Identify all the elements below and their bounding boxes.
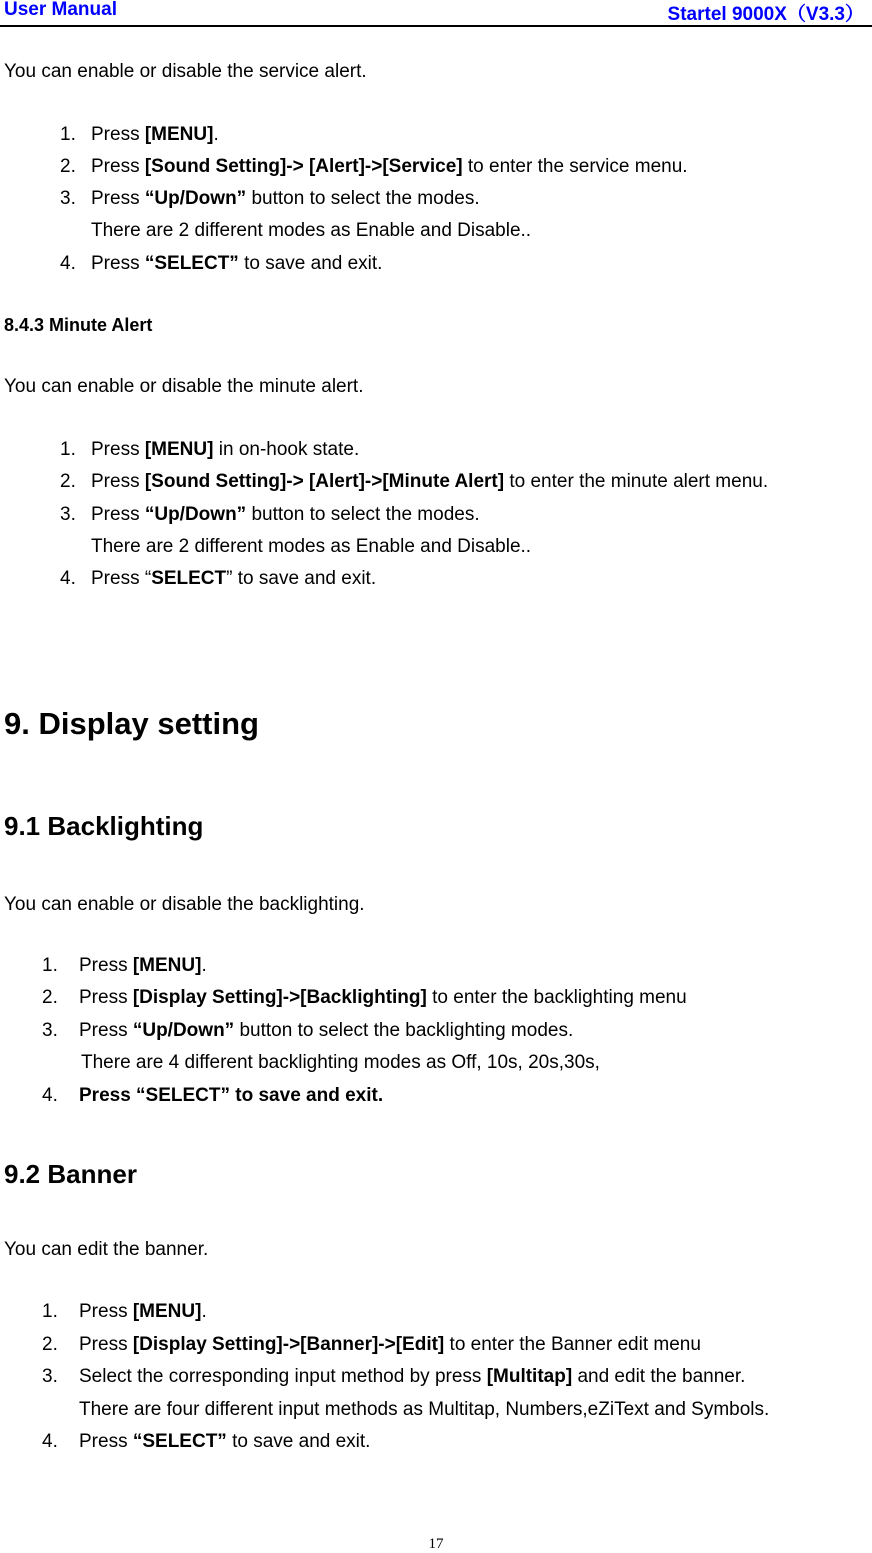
banner-intro: You can edit the banner. xyxy=(4,1239,209,1260)
page-header xyxy=(0,0,872,27)
banner-step-2-num: 2. xyxy=(42,1334,58,1355)
minute-step-1-num: 1. xyxy=(60,439,76,460)
backlighting-step-2-num: 2. xyxy=(42,987,58,1008)
minute-step-2: Press [Sound Setting]-> [Alert]->[Minute Alert] to enter the minute alert menu. xyxy=(91,471,769,492)
banner-step-4-num: 4. xyxy=(42,1431,58,1452)
minute-step-4-num: 4. xyxy=(60,568,76,589)
minute-step-2-num: 2. xyxy=(60,471,76,492)
backlighting-step-4-num: 4. xyxy=(42,1085,58,1106)
backlighting-intro: You can enable or disable the backlighting. xyxy=(4,894,365,915)
banner-note: There are four different input methods as Multitap, Numbers,eZiText and Symbols. xyxy=(79,1399,770,1420)
banner-step-3: Select the corresponding input method by press [Multitap] and edit the banner. xyxy=(79,1366,746,1387)
minute-step-3: Press “Up/Down” button to select the modes. xyxy=(91,504,480,525)
service-step-1: Press [MENU]. xyxy=(91,124,219,145)
backlighting-step-3-num: 3. xyxy=(42,1020,58,1041)
minute-intro: You can enable or disable the minute alert. xyxy=(4,376,364,397)
backlighting-step-3: Press “Up/Down” button to select the backlighting modes. xyxy=(79,1020,574,1041)
banner-step-3-num: 3. xyxy=(42,1366,58,1387)
minute-step-4: Press “SELECT” to save and exit. xyxy=(91,568,377,589)
service-step-2: Press [Sound Setting]-> [Alert]->[Service] to enter the service menu. xyxy=(91,156,688,177)
display-heading: 9. Display setting xyxy=(4,706,259,741)
backlighting-step-2: Press [Display Setting]->[Backlighting] to enter the backlighting menu xyxy=(79,987,687,1008)
backlighting-heading: 9.1 Backlighting xyxy=(4,811,204,841)
minute-step-1: Press [MENU] in on-hook state. xyxy=(91,439,360,460)
banner-step-4: Press “SELECT” to save and exit. xyxy=(79,1431,371,1452)
banner-heading: 9.2 Banner xyxy=(4,1159,137,1189)
backlighting-step-1: Press [MENU]. xyxy=(79,955,207,976)
service-step-4: Press “SELECT” to save and exit. xyxy=(91,253,383,274)
header-title: User Manual xyxy=(4,0,117,20)
service-step-1-num: 1. xyxy=(60,124,76,145)
service-note: There are 2 different modes as Enable and Disable.. xyxy=(91,220,532,241)
banner-step-1-num: 1. xyxy=(42,1301,58,1322)
backlighting-step-1-num: 1. xyxy=(42,955,58,976)
service-step-4-num: 4. xyxy=(60,253,76,274)
backlighting-note: There are 4 different backlighting modes as Off, 10s, 20s,30s, xyxy=(81,1052,600,1073)
page-number: 17 xyxy=(428,1536,444,1552)
minute-note: There are 2 different modes as Enable and Disable.. xyxy=(91,536,532,557)
banner-step-1: Press [MENU]. xyxy=(79,1301,207,1322)
service-step-2-num: 2. xyxy=(60,156,76,177)
service-step-3-num: 3. xyxy=(60,188,76,209)
service-intro: You can enable or disable the service alert. xyxy=(4,61,367,82)
banner-step-2: Press [Display Setting]->[Banner]->[Edit] to enter the Banner edit menu xyxy=(79,1334,701,1355)
backlighting-step-4: Press “SELECT” to save and exit. xyxy=(79,1085,384,1106)
service-step-3: Press “Up/Down” button to select the modes. xyxy=(91,188,480,209)
minute-step-3-num: 3. xyxy=(60,504,76,525)
minute-heading: 8.4.3 Minute Alert xyxy=(4,315,153,335)
header-product: Startel 9000X（V3.3） xyxy=(667,4,864,25)
